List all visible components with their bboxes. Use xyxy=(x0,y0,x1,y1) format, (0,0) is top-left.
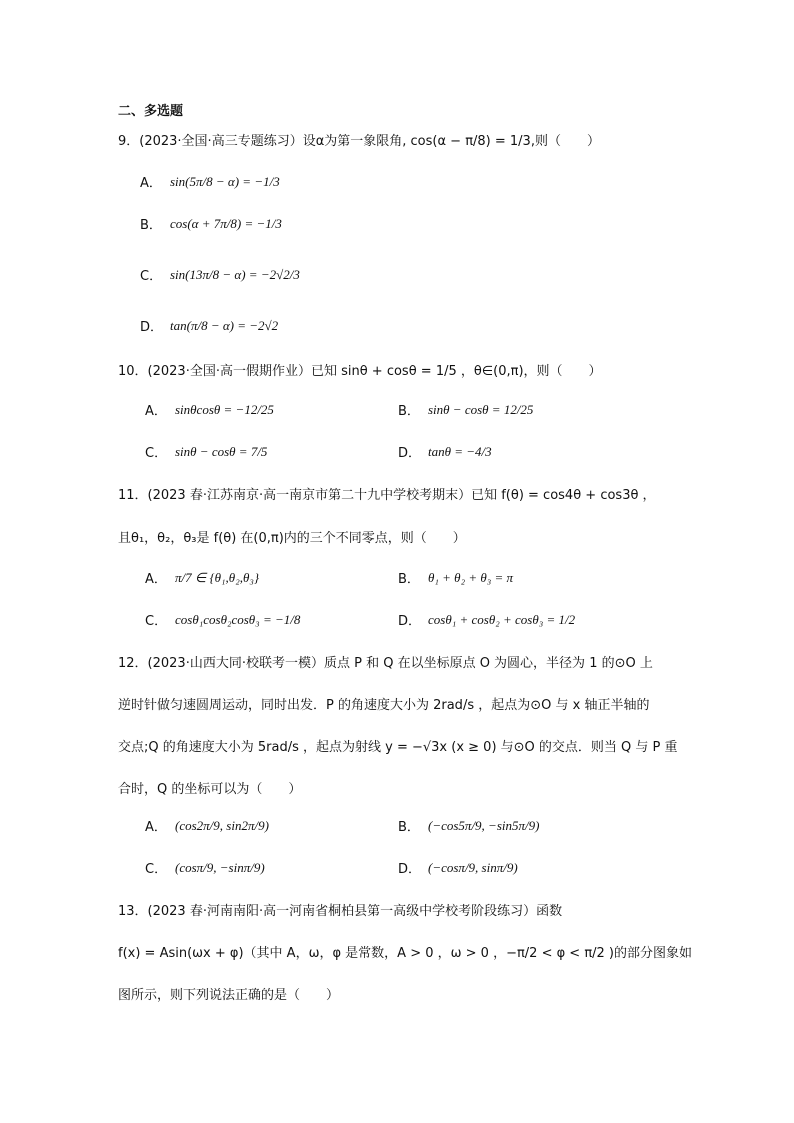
q13-stem-line-1: 13．(2023 春·河南南阳·高一河南省桐柏县第一高级中学校考阶段练习）函数 xyxy=(118,904,563,919)
q12-stem-line-1: 12．(2023·山西大同·校联考一模）质点 P 和 Q 在以坐标原点 O 为圆心，半径为 1 的⊙O 上 xyxy=(118,656,653,671)
q10-option-d: D． tanθ = −4/3 xyxy=(398,443,492,461)
q11-option-b: B． θ₁ + θ₂ + θ₃ = π xyxy=(398,569,514,587)
q10-stem: 10．(2023·全国·高一假期作业）已知 sinθ + cosθ = 1/5 ，θ∈(0,π)，则（ ） xyxy=(118,364,602,379)
q9-option-a: A． sin(5π/8 − α) = −1/3 xyxy=(140,173,280,191)
q9-stem: 9．(2023·全国·高三专题练习）设α为第一象限角, cos(α − π/8) = 1/3,则（ ） xyxy=(118,134,600,149)
q10-option-c: C． sinθ − cosθ = 7/5 xyxy=(145,443,268,461)
q10-option-a: A． sinθcosθ = −12/25 xyxy=(145,401,274,419)
section-title: 二、多选题 xyxy=(118,104,184,119)
q12-option-d: D． (−cosπ/9, sinπ/9) xyxy=(398,859,518,877)
q11-stem-line-2: 且θ₁，θ₂，θ₃是 f(θ) 在(0,π)内的三个不同零点，则（ ） xyxy=(118,531,466,546)
q11-option-c: C． cosθ₁cosθ₂cosθ₃ = −1/8 xyxy=(145,611,301,629)
q11-option-a: A． π/7 ∈ {θ₁,θ₂,θ₃} xyxy=(145,569,260,587)
q12-option-c: C． (cosπ/9, −sinπ/9) xyxy=(145,859,265,877)
q10-option-b: B． sinθ − cosθ = 12/25 xyxy=(398,401,534,419)
q12-stem-line-4: 合时，Q 的坐标可以为（ ） xyxy=(118,782,302,797)
q9-option-c: C． sin(13π/8 − α) = −2√2/3 xyxy=(140,266,300,284)
q12-stem-line-2: 逆时针做匀速圆周运动，同时出发．P 的角速度大小为 2rad/s ，起点为⊙O 与 x 轴正半轴的 xyxy=(118,698,650,713)
q13-stem-line-3: 图所示，则下列说法正确的是（ ） xyxy=(118,988,340,1003)
q12-stem-line-3: 交点;Q 的角速度大小为 5rad/s ，起点为射线 y = −√3x (x ≥ 0) 与⊙O 的交点．则当 Q 与 P 重 xyxy=(118,740,678,755)
q12-option-b: B． (−cos5π/9, −sin5π/9) xyxy=(398,817,540,835)
q13-stem-line-2: f(x) = Asin(ωx + φ)（其中 A，ω，φ 是常数，A > 0 ，ω > 0 ，−π/2 < φ < π/2 )的部分图象如 xyxy=(118,946,693,961)
q11-stem-line-1: 11．(2023 春·江苏南京·高一南京市第二十九中学校考期末）已知 f(θ) = cos4θ + cos3θ ， xyxy=(118,488,656,503)
q9-option-b: B． cos(α + 7π/8) = −1/3 xyxy=(140,215,282,233)
q9-option-d: D． tan(π/8 − α) = −2√2 xyxy=(140,317,279,335)
q11-option-d: D． cosθ₁ + cosθ₂ + cosθ₃ = 1/2 xyxy=(398,611,576,629)
q12-option-a: A． (cos2π/9, sin2π/9) xyxy=(145,817,269,835)
